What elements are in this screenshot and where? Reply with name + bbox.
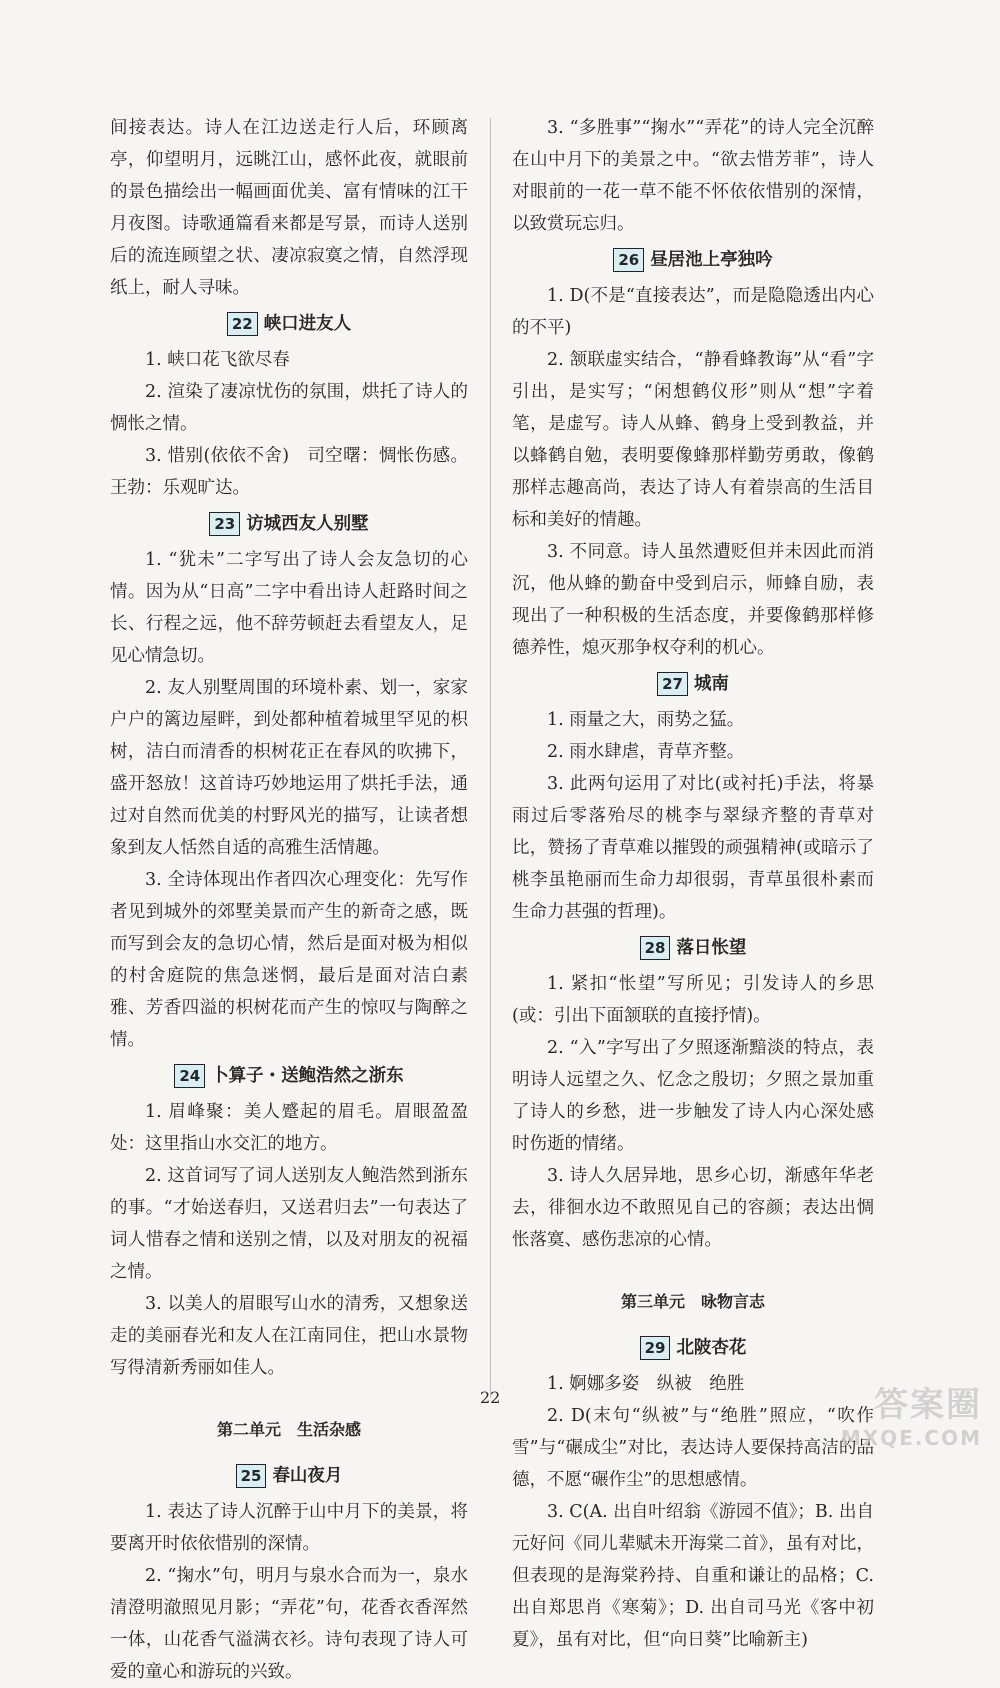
answer-item: 1. D(不是“直接表达”，而是隐隐透出内心的不平) <box>512 286 874 338</box>
section-title-29 <box>512 1332 874 1364</box>
section-title-text: 峡口进友人 <box>263 314 352 334</box>
answer-item: 2. 渲染了凄凉忧伤的氛围，烘托了诗人的惆怅之情。 <box>110 382 468 434</box>
section-title-28 <box>512 932 874 964</box>
section-number-badge: 25 <box>236 1464 267 1488</box>
section-number-badge: 28 <box>640 936 671 960</box>
section-title-text: 落日怅望 <box>676 938 747 958</box>
section-title-text: 昼居池上亭独吟 <box>650 250 773 270</box>
section-title-23 <box>110 508 468 540</box>
page-number: 22 <box>480 1388 501 1407</box>
section-title-text: 卜算子・送鲍浩然之浙东 <box>211 1066 404 1086</box>
continued-answer: 3. “多胜事”“掬水”“弄花”的诗人完全沉醉在山中月下的美景之中。“欲去惜芳菲”，诗人对眼前的一花一草不能不怀依依惜别的深情，以致赏玩忘归。 <box>512 118 874 234</box>
answer-item: 3. C(A. 出自叶绍翁《游园不值》；B. 出自元好问《同儿辈赋未开海棠二首》，虽有对比，但表现的是海棠矜持、自重和谦让的品格；C. 出自郑思肖《寒菊》；D. 出自司马光《客中初夏》，虽有对比，但“向日葵”比喻新主) <box>512 1502 874 1650</box>
answer-item: 1. 峡口花飞欲尽春 <box>145 350 290 370</box>
section-number-badge: 29 <box>640 1336 671 1360</box>
section-title-text: 北陂杏花 <box>676 1338 747 1358</box>
column-divider <box>490 118 491 1398</box>
answer-item: 2. 颔联虚实结合，“静看蜂教诲”从“看”字引出，是实写；“闲想鹤仪形”则从“想”字着笔，是虚写。诗人从蜂、鹤身上受到教益，并以蜂鹤自勉，表明要像蜂那样勤劳勇敢，像鹤那样志趣高尚，表达了诗人有着崇高的生活目标和美好的情趣。 <box>512 350 874 530</box>
section-number-badge: 23 <box>209 512 240 536</box>
answer-item: 1. 紧扣“怅望”写所见；引发诗人的乡思(或：引出下面颔联的直接抒情)。 <box>512 974 874 1026</box>
answer-item: 3. 惜别(依依不舍) 司空曙：惆怅伤感。王勃：乐观旷达。 <box>110 446 468 498</box>
section-number-badge: 26 <box>613 248 644 272</box>
section-title-26 <box>512 244 874 276</box>
section-title-text: 春山夜月 <box>272 1466 343 1486</box>
answer-item: 3. 不同意。诗人虽然遭贬但并未因此而消沉，他从蜂的勤奋中受到启示，师蜂自励，表现出了一种积极的生活态度，并要像鹤那样修德养性，熄灭那争权夺利的机心。 <box>512 542 874 658</box>
section-number-badge: 22 <box>227 312 258 336</box>
answer-item: 2. “入”字写出了夕照逐渐黯淡的特点，表明诗人远望之久、忆念之殷切；夕照之景加重了诗人的乡愁，进一步触发了诗人内心深处感时伤逝的情绪。 <box>512 1038 874 1154</box>
answer-item: 1. “犹未”二字写出了诗人会友急切的心情。因为从“日高”二字中看出诗人赶路时间之长、行程之远，他不辞劳顿赶去看望友人，足见心情急切。 <box>110 550 468 666</box>
answer-item: 3. 此两句运用了对比(或衬托)手法，将暴雨过后零落殆尽的桃李与翠绿齐整的青草对比，赞扬了青草难以摧毁的顽强精神(或暗示了桃李虽艳丽而生命力却很弱，青草虽很朴素而生命力甚强的哲理)。 <box>512 774 874 922</box>
unit-heading: 第三单元 咏物言志 <box>620 1292 765 1311</box>
answer-item: 1. 表达了诗人沉醉于山中月下的美景，将要离开时依依惜别的深情。 <box>110 1502 468 1554</box>
answer-item: 2. D(末句“纵被”与“绝胜”照应，“吹作雪”与“碾成尘”对比，表达诗人要保持高洁的品德，不愿“碾作尘”的思想感情。 <box>512 1406 874 1490</box>
continued-answer: 间接表达。诗人在江边送走行人后，环顾离亭，仰望明月，远眺江山，感怀此夜，就眼前的景色描绘出一幅画面优美、富有情味的江干月夜图。诗歌通篇看来都是写景，而诗人送别后的流连顾望之状、凄凉寂寞之情，自然浮现纸上，耐人寻味。 <box>110 118 468 298</box>
answer-item: 2. 雨水肆虐，青草齐整。 <box>547 742 745 762</box>
section-title-text: 访城西友人别墅 <box>246 514 369 534</box>
section-title-25 <box>110 1460 468 1492</box>
answer-item: 3. 全诗体现出作者四次心理变化：先写作者见到城外的郊墅美景而产生的新奇之感，既而写到会友的急切心情，然后是面对极为相似的村舍庭院的焦急迷惘，最后是面对洁白素雅、芳香四溢的枳树花而产生的惊叹与陶醉之情。 <box>110 870 468 1050</box>
watermark-logo-text: 答案圈 <box>874 1385 982 1425</box>
answer-item: 2. 友人别墅周围的环境朴素、划一，家家户户的篱边屋畔，到处都种植着城里罕见的枳树，洁白而清香的枳树花正在春风的吹拂下，盛开怒放！这首诗巧妙地运用了烘托手法，通过对自然而优美的村野风光的描写，让读者想象到友人恬然自适的高雅生活情趣。 <box>110 678 468 858</box>
section-title-text: 城南 <box>693 674 729 694</box>
site-watermark <box>841 1377 982 1450</box>
answer-item: 1. 婀娜多姿 纵被 绝胜 <box>547 1374 745 1394</box>
watermark-domain: MXQE.COM <box>840 1426 982 1450</box>
unit-heading: 第二单元 生活杂感 <box>216 1420 361 1439</box>
right-column <box>512 112 874 1656</box>
left-column <box>110 112 468 1688</box>
section-title-22 <box>110 308 468 340</box>
answer-item: 3. 诗人久居异地，思乡心切，渐感年华老去，徘徊水边不敢照见自己的容颜；表达出惆怅落寞、感伤悲凉的心情。 <box>512 1166 874 1250</box>
answer-item: 2. “掬水”句，明月与泉水合而为一，泉水清澄明澈照见月影；“弄花”句，花香衣香浑然一体，山花香气溢满衣衫。诗句表现了诗人可爱的童心和游玩的兴致。 <box>110 1566 468 1682</box>
answer-item: 1. 雨量之大，雨势之猛。 <box>547 710 745 730</box>
section-title-24 <box>110 1060 468 1092</box>
answer-item: 1. 眉峰聚：美人蹙起的眉毛。眉眼盈盈处：这里指山水交汇的地方。 <box>110 1102 468 1154</box>
section-title-27 <box>512 668 874 700</box>
answer-item: 2. 这首词写了词人送别友人鲍浩然到浙东的事。“才始送春归，又送君归去”一句表达了词人惜春之情和送别之情，以及对朋友的祝福之情。 <box>110 1166 468 1282</box>
section-number-badge: 27 <box>657 672 688 696</box>
answer-item: 3. 以美人的眉眼写山水的清秀，又想象送走的美丽春光和友人在江南同住，把山水景物写得清新秀丽如佳人。 <box>110 1294 468 1378</box>
section-number-badge: 24 <box>174 1064 205 1088</box>
